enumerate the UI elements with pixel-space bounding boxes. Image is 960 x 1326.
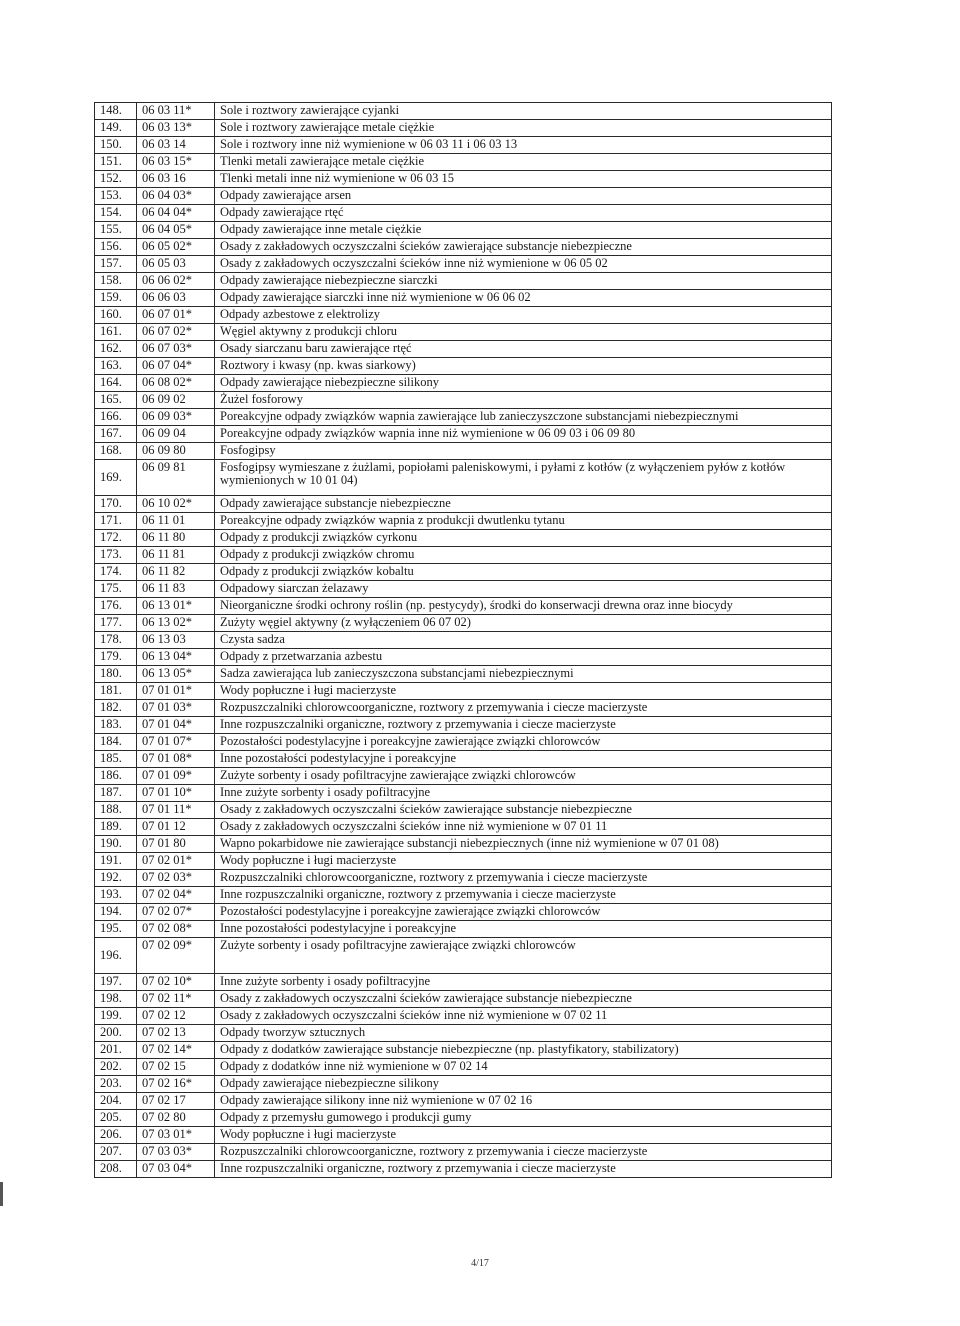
row-number: 161. xyxy=(95,324,137,341)
waste-code: 07 02 12 xyxy=(137,1008,215,1025)
waste-code: 07 01 12 xyxy=(137,819,215,836)
table-row xyxy=(95,564,832,581)
row-number: 157. xyxy=(95,256,137,273)
waste-description: Odpady zawierające niebezpieczne silikony xyxy=(215,375,832,392)
waste-description: Inne rozpuszczalniki organiczne, roztwory z przemywania i ciecze macierzyste xyxy=(215,887,832,904)
waste-description: Odpady zawierające rtęć xyxy=(215,205,832,222)
row-number: 154. xyxy=(95,205,137,222)
table-row xyxy=(95,513,832,530)
table-row xyxy=(95,598,832,615)
row-number: 194. xyxy=(95,904,137,921)
table-row xyxy=(95,700,832,717)
table-row xyxy=(95,547,832,564)
table-row xyxy=(95,904,832,921)
table-row xyxy=(95,324,832,341)
waste-code: 06 09 03* xyxy=(137,409,215,426)
table-row xyxy=(95,358,832,375)
table-row xyxy=(95,256,832,273)
row-number: 205. xyxy=(95,1110,137,1127)
waste-description: Odpady z dodatków zawierające substancje niebezpieczne (np. plastyfikatory, stabilizatory) xyxy=(215,1042,832,1059)
table-row xyxy=(95,717,832,734)
waste-code: 06 13 01* xyxy=(137,598,215,615)
waste-code: 07 02 15 xyxy=(137,1059,215,1076)
row-number: 185. xyxy=(95,751,137,768)
waste-description: Inne rozpuszczalniki organiczne, roztwory z przemywania i ciecze macierzyste xyxy=(215,717,832,734)
waste-code: 06 05 02* xyxy=(137,239,215,256)
row-number: 188. xyxy=(95,802,137,819)
waste-description: Odpady tworzyw sztucznych xyxy=(215,1025,832,1042)
table-row xyxy=(95,1110,832,1127)
waste-description: Odpady z przetwarzania azbestu xyxy=(215,649,832,666)
table-row xyxy=(95,768,832,785)
waste-code: 06 07 04* xyxy=(137,358,215,375)
table-row xyxy=(95,188,832,205)
waste-code: 07 01 09* xyxy=(137,768,215,785)
waste-description: Odpady z produkcji związków cyrkonu xyxy=(215,530,832,547)
table-row xyxy=(95,1161,832,1178)
waste-code: 06 03 16 xyxy=(137,171,215,188)
waste-description: Tlenki metali zawierające metale ciężkie xyxy=(215,154,832,171)
row-number: 189. xyxy=(95,819,137,836)
table-row xyxy=(95,1076,832,1093)
waste-code: 06 04 05* xyxy=(137,222,215,239)
waste-description: Roztwory i kwasy (np. kwas siarkowy) xyxy=(215,358,832,375)
waste-code: 07 03 01* xyxy=(137,1127,215,1144)
row-number: 207. xyxy=(95,1144,137,1161)
table-row xyxy=(95,392,832,409)
row-number: 153. xyxy=(95,188,137,205)
waste-description: Osady z zakładowych oczyszczalni ścieków inne niż wymienione w 07 01 11 xyxy=(215,819,832,836)
waste-code: 07 03 04* xyxy=(137,1161,215,1178)
waste-code: 07 01 07* xyxy=(137,734,215,751)
table-row xyxy=(95,409,832,426)
row-number: 200. xyxy=(95,1025,137,1042)
waste-description: Poreakcyjne odpady związków wapnia z produkcji dwutlenku tytanu xyxy=(215,513,832,530)
waste-code: 07 01 08* xyxy=(137,751,215,768)
table-row xyxy=(95,802,832,819)
waste-description: Odpady zawierające inne metale ciężkie xyxy=(215,222,832,239)
row-number: 158. xyxy=(95,273,137,290)
waste-code: 07 02 14* xyxy=(137,1042,215,1059)
waste-code: 07 01 03* xyxy=(137,700,215,717)
table-row xyxy=(95,615,832,632)
table-row xyxy=(95,974,832,991)
waste-description: Inne rozpuszczalniki organiczne, roztwory z przemywania i ciecze macierzyste xyxy=(215,1161,832,1178)
row-number: 179. xyxy=(95,649,137,666)
table-row xyxy=(95,443,832,460)
table-row xyxy=(95,632,832,649)
table-row xyxy=(95,103,832,120)
waste-code: 06 11 80 xyxy=(137,530,215,547)
table-row xyxy=(95,307,832,324)
waste-code: 06 13 05* xyxy=(137,666,215,683)
row-number: 182. xyxy=(95,700,137,717)
row-number: 165. xyxy=(95,392,137,409)
waste-description: Osady z zakładowych oczyszczalni ścieków inne niż wymienione w 06 05 02 xyxy=(215,256,832,273)
table-row xyxy=(95,1042,832,1059)
waste-description: Żużel fosforowy xyxy=(215,392,832,409)
waste-code: 06 11 82 xyxy=(137,564,215,581)
waste-code: 07 01 11* xyxy=(137,802,215,819)
waste-description: Zużyte sorbenty i osady pofiltracyjne zawierające związki chlorowców xyxy=(215,938,832,974)
row-number: 201. xyxy=(95,1042,137,1059)
row-number: 196. xyxy=(95,938,137,974)
row-number: 197. xyxy=(95,974,137,991)
waste-description: Odpady z produkcji związków kobaltu xyxy=(215,564,832,581)
waste-code: 06 06 02* xyxy=(137,273,215,290)
waste-code-table-body xyxy=(95,103,832,1178)
waste-code: 06 05 03 xyxy=(137,256,215,273)
table-row xyxy=(95,496,832,513)
waste-description: Osady z zakładowych oczyszczalni ścieków zawierające substancje niebezpieczne xyxy=(215,991,832,1008)
waste-description: Zużyte sorbenty i osady pofiltracyjne zawierające związki chlorowców xyxy=(215,768,832,785)
waste-code: 06 13 04* xyxy=(137,649,215,666)
row-number: 183. xyxy=(95,717,137,734)
waste-code: 07 02 11* xyxy=(137,991,215,1008)
row-number: 171. xyxy=(95,513,137,530)
table-row xyxy=(95,1008,832,1025)
table-row xyxy=(95,171,832,188)
row-number: 156. xyxy=(95,239,137,256)
table-row xyxy=(95,530,832,547)
waste-code: 06 09 04 xyxy=(137,426,215,443)
table-row xyxy=(95,1127,832,1144)
table-row xyxy=(95,991,832,1008)
waste-description: Rozpuszczalniki chlorowcoorganiczne, roztwory z przemywania i ciecze macierzyste xyxy=(215,1144,832,1161)
waste-code: 06 07 03* xyxy=(137,341,215,358)
row-number: 177. xyxy=(95,615,137,632)
table-row xyxy=(95,137,832,154)
waste-description: Poreakcyjne odpady związków wapnia inne niż wymienione w 06 09 03 i 06 09 80 xyxy=(215,426,832,443)
row-number: 191. xyxy=(95,853,137,870)
waste-description: Odpady z dodatków inne niż wymienione w 07 02 14 xyxy=(215,1059,832,1076)
waste-code: 07 01 10* xyxy=(137,785,215,802)
waste-description: Osady z zakładowych oczyszczalni ścieków inne niż wymienione w 07 02 11 xyxy=(215,1008,832,1025)
waste-description: Osady z zakładowych oczyszczalni ścieków zawierające substancje niebezpieczne xyxy=(215,802,832,819)
page-number: 4/17 xyxy=(471,1258,489,1269)
row-number: 152. xyxy=(95,171,137,188)
waste-code: 06 13 02* xyxy=(137,615,215,632)
waste-description: Odpady azbestowe z elektrolizy xyxy=(215,307,832,324)
waste-code: 06 07 01* xyxy=(137,307,215,324)
waste-code: 07 02 16* xyxy=(137,1076,215,1093)
waste-code: 06 09 80 xyxy=(137,443,215,460)
waste-description: Odpady zawierające niebezpieczne silikony xyxy=(215,1076,832,1093)
waste-code: 07 02 04* xyxy=(137,887,215,904)
row-number: 169. xyxy=(95,460,137,496)
table-row xyxy=(95,581,832,598)
row-number: 190. xyxy=(95,836,137,853)
table-row xyxy=(95,341,832,358)
row-number: 166. xyxy=(95,409,137,426)
table-row xyxy=(95,734,832,751)
waste-description: Zużyty węgiel aktywny (z wyłączeniem 06 07 02) xyxy=(215,615,832,632)
table-row xyxy=(95,938,832,974)
row-number: 162. xyxy=(95,341,137,358)
table-row xyxy=(95,785,832,802)
row-number: 184. xyxy=(95,734,137,751)
table-row xyxy=(95,649,832,666)
row-number: 168. xyxy=(95,443,137,460)
row-number: 151. xyxy=(95,154,137,171)
waste-code: 07 03 03* xyxy=(137,1144,215,1161)
table-row xyxy=(95,921,832,938)
waste-description: Inne pozostałości podestylacyjne i poreakcyjne xyxy=(215,751,832,768)
table-row xyxy=(95,1093,832,1110)
waste-description: Inne zużyte sorbenty i osady pofiltracyjne xyxy=(215,785,832,802)
waste-code: 06 10 02* xyxy=(137,496,215,513)
waste-code: 07 02 13 xyxy=(137,1025,215,1042)
table-row xyxy=(95,819,832,836)
waste-description: Pozostałości podestylacyjne i poreakcyjne zawierające związki chlorowców xyxy=(215,904,832,921)
table-row xyxy=(95,120,832,137)
row-number: 204. xyxy=(95,1093,137,1110)
row-number: 208. xyxy=(95,1161,137,1178)
waste-description: Węgiel aktywny z produkcji chloru xyxy=(215,324,832,341)
waste-description: Nieorganiczne środki ochrony roślin (np. pestycydy), środki do konserwacji drewna oraz inne biocydy xyxy=(215,598,832,615)
waste-code: 07 01 01* xyxy=(137,683,215,700)
waste-description: Rozpuszczalniki chlorowcoorganiczne, roztwory z przemywania i ciecze macierzyste xyxy=(215,700,832,717)
waste-description: Odpady zawierające silikony inne niż wymienione w 07 02 16 xyxy=(215,1093,832,1110)
waste-description: Inne pozostałości podestylacyjne i poreakcyjne xyxy=(215,921,832,938)
table-row xyxy=(95,154,832,171)
waste-code: 06 08 02* xyxy=(137,375,215,392)
waste-code: 07 01 80 xyxy=(137,836,215,853)
row-number: 187. xyxy=(95,785,137,802)
waste-description: Osady siarczanu baru zawierające rtęć xyxy=(215,341,832,358)
table-row xyxy=(95,375,832,392)
waste-code: 07 02 80 xyxy=(137,1110,215,1127)
waste-description: Sole i roztwory zawierające cyjanki xyxy=(215,103,832,120)
waste-code: 06 04 03* xyxy=(137,188,215,205)
waste-code: 07 01 04* xyxy=(137,717,215,734)
table-row xyxy=(95,273,832,290)
table-row xyxy=(95,853,832,870)
table-row xyxy=(95,205,832,222)
waste-description: Sadza zawierająca lub zanieczyszczona substancjami niebezpiecznymi xyxy=(215,666,832,683)
waste-code: 06 06 03 xyxy=(137,290,215,307)
row-number: 172. xyxy=(95,530,137,547)
waste-description: Sole i roztwory inne niż wymienione w 06 03 11 i 06 03 13 xyxy=(215,137,832,154)
waste-code: 06 03 13* xyxy=(137,120,215,137)
row-number: 202. xyxy=(95,1059,137,1076)
waste-description: Odpady z produkcji związków chromu xyxy=(215,547,832,564)
row-number: 178. xyxy=(95,632,137,649)
waste-description: Wapno pokarbidowe nie zawierające substancji niebezpiecznych (inne niż wymienione w 07 01 08) xyxy=(215,836,832,853)
row-number: 206. xyxy=(95,1127,137,1144)
waste-code: 06 04 04* xyxy=(137,205,215,222)
waste-description: Wody popłuczne i ługi macierzyste xyxy=(215,1127,832,1144)
row-number: 180. xyxy=(95,666,137,683)
waste-code: 06 03 14 xyxy=(137,137,215,154)
waste-code: 07 02 10* xyxy=(137,974,215,991)
waste-code: 07 02 01* xyxy=(137,853,215,870)
scan-margin-mark xyxy=(0,1182,3,1206)
table-row xyxy=(95,751,832,768)
row-number: 170. xyxy=(95,496,137,513)
table-row xyxy=(95,1059,832,1076)
waste-description: Tlenki metali inne niż wymienione w 06 03 15 xyxy=(215,171,832,188)
row-number: 193. xyxy=(95,887,137,904)
table-row xyxy=(95,1144,832,1161)
waste-description: Odpady zawierające niebezpieczne siarczki xyxy=(215,273,832,290)
row-number: 199. xyxy=(95,1008,137,1025)
row-number: 181. xyxy=(95,683,137,700)
waste-description: Odpady zawierające siarczki inne niż wymienione w 06 06 02 xyxy=(215,290,832,307)
table-row xyxy=(95,887,832,904)
row-number: 195. xyxy=(95,921,137,938)
waste-code: 06 09 81 xyxy=(137,460,215,496)
waste-code: 07 02 17 xyxy=(137,1093,215,1110)
row-number: 160. xyxy=(95,307,137,324)
table-row xyxy=(95,426,832,443)
table-row xyxy=(95,666,832,683)
row-number: 203. xyxy=(95,1076,137,1093)
waste-description: Odpady z przemysłu gumowego i produkcji gumy xyxy=(215,1110,832,1127)
waste-description: Odpadowy siarczan żelazawy xyxy=(215,581,832,598)
waste-description: Pozostałości podestylacyjne i poreakcyjne zawierające związki chlorowców xyxy=(215,734,832,751)
row-number: 176. xyxy=(95,598,137,615)
row-number: 148. xyxy=(95,103,137,120)
table-row xyxy=(95,683,832,700)
table-row xyxy=(95,1025,832,1042)
waste-description: Fosfogipsy xyxy=(215,443,832,460)
waste-description: Sole i roztwory zawierające metale ciężkie xyxy=(215,120,832,137)
row-number: 159. xyxy=(95,290,137,307)
waste-description: Fosfogipsy wymieszane z żużlami, popiołami paleniskowymi, i pyłami z kotłów (z wyłączeniem pyłów z kotłów wymienionych w 10 01 04) xyxy=(215,460,832,496)
waste-code: 06 11 83 xyxy=(137,581,215,598)
waste-code-table xyxy=(94,102,832,1178)
waste-code: 06 03 15* xyxy=(137,154,215,171)
row-number: 155. xyxy=(95,222,137,239)
waste-code: 07 02 09* xyxy=(137,938,215,974)
waste-description: Osady z zakładowych oczyszczalni ścieków zawierające substancje niebezpieczne xyxy=(215,239,832,256)
row-number: 164. xyxy=(95,375,137,392)
waste-code: 06 11 81 xyxy=(137,547,215,564)
table-row xyxy=(95,460,832,496)
table-row xyxy=(95,239,832,256)
row-number: 198. xyxy=(95,991,137,1008)
waste-code: 06 03 11* xyxy=(137,103,215,120)
table-row xyxy=(95,870,832,887)
waste-description: Rozpuszczalniki chlorowcoorganiczne, roztwory z przemywania i ciecze macierzyste xyxy=(215,870,832,887)
row-number: 150. xyxy=(95,137,137,154)
waste-code: 07 02 07* xyxy=(137,904,215,921)
row-number: 175. xyxy=(95,581,137,598)
row-number: 163. xyxy=(95,358,137,375)
row-number: 186. xyxy=(95,768,137,785)
waste-description: Odpady zawierające substancje niebezpieczne xyxy=(215,496,832,513)
row-number: 174. xyxy=(95,564,137,581)
waste-description: Odpady zawierające arsen xyxy=(215,188,832,205)
waste-code: 07 02 03* xyxy=(137,870,215,887)
row-number: 173. xyxy=(95,547,137,564)
waste-description: Inne zużyte sorbenty i osady pofiltracyjne xyxy=(215,974,832,991)
waste-description: Poreakcyjne odpady związków wapnia zawierające lub zanieczyszczone substancjami niebezpiecznymi xyxy=(215,409,832,426)
row-number: 192. xyxy=(95,870,137,887)
waste-code: 06 11 01 xyxy=(137,513,215,530)
waste-description: Wody popłuczne i ługi macierzyste xyxy=(215,683,832,700)
waste-code: 06 13 03 xyxy=(137,632,215,649)
row-number: 167. xyxy=(95,426,137,443)
waste-code: 07 02 08* xyxy=(137,921,215,938)
waste-code: 06 07 02* xyxy=(137,324,215,341)
waste-description: Czysta sadza xyxy=(215,632,832,649)
row-number: 149. xyxy=(95,120,137,137)
table-row xyxy=(95,836,832,853)
waste-description: Wody popłuczne i ługi macierzyste xyxy=(215,853,832,870)
table-row xyxy=(95,222,832,239)
waste-code: 06 09 02 xyxy=(137,392,215,409)
table-row xyxy=(95,290,832,307)
